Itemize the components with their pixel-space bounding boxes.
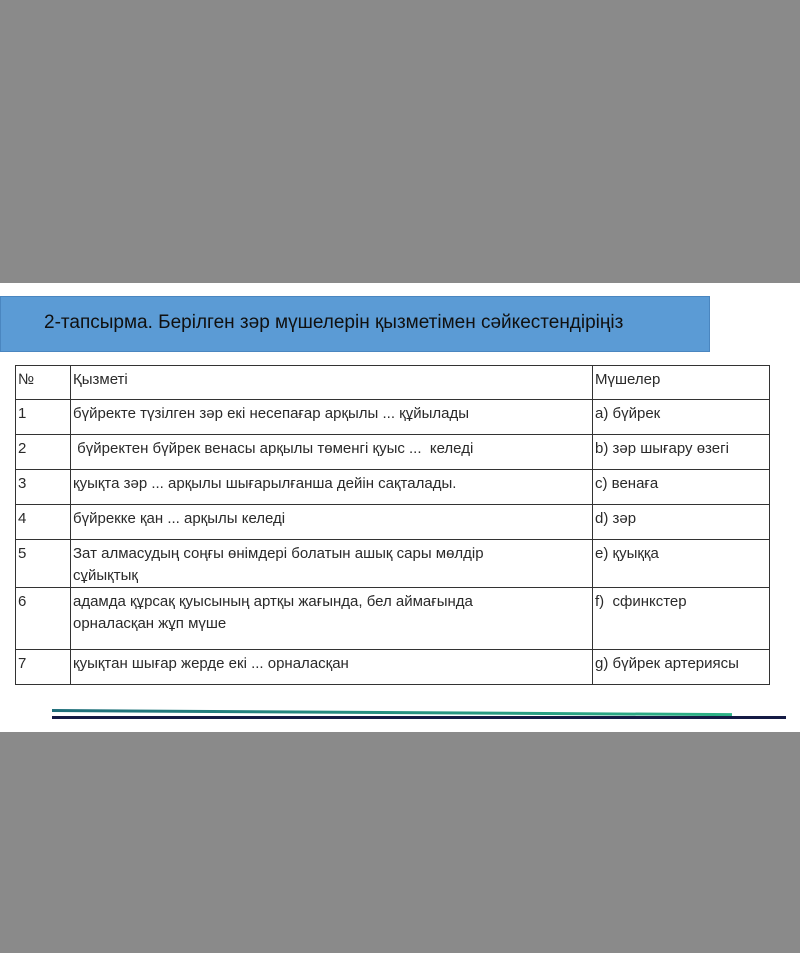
title-banner [0,296,710,352]
table-row [16,505,770,540]
row-number: 3 [16,470,71,505]
table-header-row [16,366,770,400]
matching-table [15,365,770,685]
row-organ: a) бүйрек [593,400,770,435]
table-row [16,400,770,435]
task-title: 2-тапсырма. Берілген зәр мүшелерін қызметімен сәйкестендіріңіз [44,312,624,333]
row-organ: f) сфинкстер [593,588,770,650]
row-function [71,540,593,588]
header-function: Қызметі [71,366,593,400]
decorative-line-navy [52,716,786,719]
table-row [16,435,770,470]
row-function-text: Зат алмасудың соңғы өнімдері болатын ашық сары мөлдір сұйықтық [73,545,484,584]
row-function: бүйректен бүйрек венасы арқылы төменгі қуыс ... келеді [71,435,593,470]
row-number: 5 [16,540,71,588]
row-organ: c) венаға [593,470,770,505]
table-row [16,650,770,685]
row-function: қуықта зәр ... арқылы шығарылғанша дейін сақталады. [71,470,593,505]
row-organ: e) қуыққа [593,540,770,588]
slide [0,283,800,732]
row-function: адамда құрсақ қуысының артқы жағында, бел аймағында орналасқан жұп мүше [71,588,593,650]
row-number: 4 [16,505,71,540]
table-row [16,470,770,505]
row-number: 6 [16,588,71,650]
row-function: бүйрекке қан ... арқылы келеді [71,505,593,540]
row-organ: b) зәр шығару өзегі [593,435,770,470]
table-row [16,588,770,650]
row-organ: d) зәр [593,505,770,540]
row-function: қуықтан шығар жерде екі ... орналасқан [71,650,593,685]
row-number: 2 [16,435,71,470]
row-number: 1 [16,400,71,435]
header-number: № [16,366,71,400]
row-function: бүйректе түзілген зәр екі несепағар арқылы ... құйылады [71,400,593,435]
table-row [16,540,770,588]
header-organs: Мүшелер [593,366,770,400]
row-number: 7 [16,650,71,685]
row-organ: g) бүйрек артериясы [593,650,770,685]
